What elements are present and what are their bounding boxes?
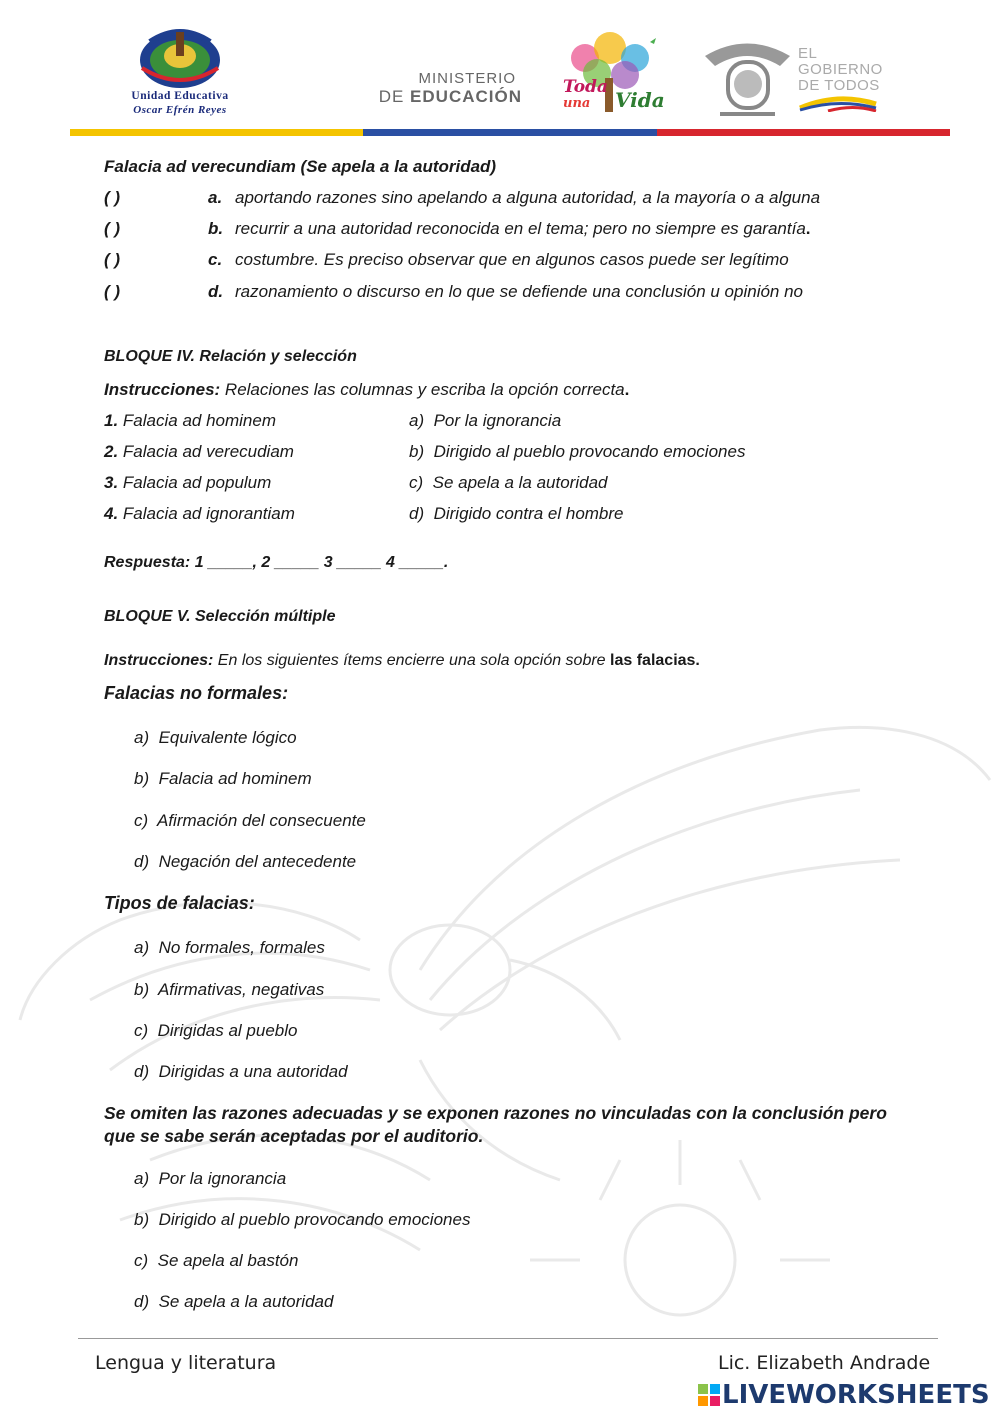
answer-paren[interactable]: ( ) bbox=[104, 250, 121, 269]
instructions-text: En los siguientes ítems encierre una sola opción sobre bbox=[213, 652, 611, 669]
option-text: Dirigidas a una autoridad bbox=[158, 1062, 348, 1081]
left-column-item-1 bbox=[104, 411, 276, 431]
option-letter: d) bbox=[134, 1292, 150, 1311]
left-column-item-3 bbox=[104, 473, 271, 493]
q1-option-b[interactable] bbox=[134, 769, 312, 789]
section-title-verecundiam: Falacia ad verecundiam (Se apela a la autoridad) bbox=[104, 157, 497, 176]
item-letter: a) bbox=[409, 411, 425, 430]
option-text: Dirigido al pueblo provocando emociones bbox=[158, 1210, 471, 1229]
item-letter: b. bbox=[208, 219, 224, 238]
item-text: recurrir a una autoridad reconocida en el tema; pero no siempre es garantía bbox=[235, 219, 806, 238]
liveworksheets-text: LIVEWORKSHEETS bbox=[722, 1380, 990, 1410]
instructions-label: Instrucciones: bbox=[104, 652, 214, 669]
item-text: Dirigido contra el hombre bbox=[433, 504, 624, 523]
block5-instructions bbox=[104, 652, 700, 670]
item-text: Se apela a la autoridad bbox=[432, 473, 608, 492]
option-text: Se apela a la autoridad bbox=[158, 1292, 334, 1311]
option-letter: d) bbox=[134, 1062, 150, 1081]
footer-author: Lic. Elizabeth Andrade bbox=[718, 1352, 931, 1374]
school-logo bbox=[130, 22, 230, 120]
option-text: Equivalente lógico bbox=[158, 728, 297, 747]
q1-option-a[interactable] bbox=[134, 728, 297, 748]
flag-swoosh-icon bbox=[798, 96, 878, 112]
item-letter: c) bbox=[409, 473, 424, 492]
ministerio-de: DE bbox=[378, 87, 411, 106]
ministerio-line1: MINISTERIO bbox=[418, 70, 516, 87]
answer-paren[interactable]: ( ) bbox=[104, 219, 121, 238]
gobierno-line2: GOBIERNO bbox=[798, 61, 883, 78]
ministerio-line2 bbox=[372, 87, 522, 107]
q3-option-c[interactable] bbox=[134, 1251, 298, 1271]
item-letter: d) bbox=[409, 504, 425, 523]
item-text: Falacia ad hominem bbox=[122, 411, 276, 430]
gobierno-line1: EL bbox=[798, 45, 818, 62]
option-letter: c) bbox=[134, 1021, 149, 1040]
answer-line[interactable]: Respuesta: 1 _____, 2 _____ 3 _____ 4 _____. bbox=[104, 554, 449, 571]
option-letter: b) bbox=[134, 980, 150, 999]
q2-option-d[interactable] bbox=[134, 1062, 348, 1082]
option-letter: b) bbox=[134, 769, 150, 788]
instructions-end: . bbox=[624, 380, 630, 399]
q3-option-a[interactable] bbox=[134, 1169, 286, 1189]
option-letter: d) bbox=[134, 852, 150, 871]
item-text: Falacia ad populum bbox=[122, 473, 272, 492]
left-column-item-4 bbox=[104, 504, 295, 524]
q2-option-a[interactable] bbox=[134, 938, 325, 958]
option-letter: a) bbox=[134, 1169, 150, 1188]
toda-text: Toda bbox=[563, 77, 608, 97]
option-letter: b) bbox=[134, 1210, 150, 1229]
liveworksheets-brand[interactable] bbox=[698, 1380, 990, 1410]
question-1: Falacias no formales: bbox=[104, 683, 289, 703]
instructions-label: Instrucciones: bbox=[104, 380, 221, 399]
toda-una-vida-logo bbox=[555, 28, 665, 120]
question-3-line1: Se omiten las razones adecuadas y se exponen razones no vinculadas con la conclusión pero bbox=[104, 1103, 887, 1123]
block4-instructions bbox=[104, 380, 629, 400]
q2-option-b[interactable] bbox=[134, 980, 324, 1000]
item-letter: c. bbox=[208, 250, 223, 269]
item-text: costumbre. Es preciso observar que en algunos casos puede ser legítimo bbox=[235, 250, 789, 269]
left-column-item-2 bbox=[104, 442, 294, 462]
gobierno-line3: DE TODOS bbox=[798, 77, 880, 94]
item-letter: d. bbox=[208, 282, 224, 301]
option-text: Afirmación del consecuente bbox=[157, 811, 366, 830]
gobierno-logo bbox=[798, 46, 888, 112]
instructions-bold: las falacias. bbox=[610, 652, 700, 669]
footer-subject: Lengua y literatura bbox=[95, 1352, 277, 1374]
answer-paren[interactable]: ( ) bbox=[104, 282, 121, 301]
q2-option-c[interactable] bbox=[134, 1021, 298, 1041]
block5-title: BLOQUE V. Selección múltiple bbox=[104, 608, 336, 625]
item-end: . bbox=[805, 219, 811, 238]
option-letter: c) bbox=[134, 1251, 149, 1270]
option-letter: c) bbox=[134, 811, 149, 830]
school-name-line2: Oscar Efrén Reyes bbox=[133, 104, 227, 116]
item-num: 3. bbox=[104, 473, 119, 492]
block4-title: BLOQUE IV. Relación y selección bbox=[104, 348, 357, 365]
question-3-line2: que se sabe serán aceptadas por el auditorio. bbox=[104, 1126, 484, 1146]
item-text: Falacia ad verecudiam bbox=[122, 442, 294, 461]
bar-yellow bbox=[70, 129, 363, 136]
footer-divider bbox=[78, 1338, 938, 1339]
option-text: Falacia ad hominem bbox=[158, 769, 312, 788]
item-text: Dirigido al pueblo provocando emociones bbox=[433, 442, 746, 461]
q1-option-c[interactable] bbox=[134, 811, 366, 831]
item-num: 2. bbox=[104, 442, 119, 461]
instructions-text: Relaciones las columnas y escriba la opción correcta bbox=[220, 380, 625, 399]
q3-option-d[interactable] bbox=[134, 1292, 333, 1312]
item-text: Falacia ad ignorantiam bbox=[122, 504, 295, 523]
bar-red bbox=[657, 129, 950, 136]
q1-option-d[interactable] bbox=[134, 852, 356, 872]
item-text: razonamiento o discurso en lo que se defiende una conclusión u opinión no bbox=[235, 282, 804, 301]
vida-text: Vida bbox=[615, 88, 665, 112]
school-name-line1: Unidad Educativa bbox=[131, 90, 229, 102]
item-num: 1. bbox=[104, 411, 119, 430]
answer-paren[interactable]: ( ) bbox=[104, 188, 121, 207]
item-letter: b) bbox=[409, 442, 425, 461]
right-column-item-a bbox=[409, 411, 561, 431]
question-2: Tipos de falacias: bbox=[104, 893, 255, 913]
right-column-item-d bbox=[409, 504, 624, 524]
q3-option-b[interactable] bbox=[134, 1210, 470, 1230]
item-num: 4. bbox=[104, 504, 119, 523]
option-text: Negación del antecedente bbox=[158, 852, 357, 871]
option-text: Afirmativas, negativas bbox=[157, 980, 325, 999]
coat-of-arms-icon bbox=[700, 36, 795, 124]
right-column-item-c bbox=[409, 473, 607, 493]
option-text: Por la ignorancia bbox=[158, 1169, 287, 1188]
item-letter: a. bbox=[208, 188, 223, 207]
option-letter: a) bbox=[134, 938, 150, 957]
header-color-bar bbox=[70, 129, 950, 136]
right-column-item-b bbox=[409, 442, 745, 462]
item-text: Por la ignorancia bbox=[433, 411, 562, 430]
option-letter: a) bbox=[134, 728, 150, 747]
option-text: Se apela al bastón bbox=[157, 1251, 299, 1270]
una-text: una bbox=[563, 96, 591, 111]
ecuador-coat-of-arms bbox=[700, 36, 795, 124]
option-text: Dirigidas al pueblo bbox=[157, 1021, 298, 1040]
option-text: No formales, formales bbox=[158, 938, 325, 957]
ministerio-logo bbox=[372, 70, 522, 107]
bar-blue bbox=[363, 129, 656, 136]
ministerio-educacion: EDUCACIÓN bbox=[410, 87, 522, 106]
liveworksheets-logo-icon bbox=[698, 1384, 720, 1406]
school-crest-icon bbox=[130, 22, 230, 92]
item-text: aportando razones sino apelando a alguna autoridad, a la mayoría o a alguna bbox=[235, 188, 821, 207]
